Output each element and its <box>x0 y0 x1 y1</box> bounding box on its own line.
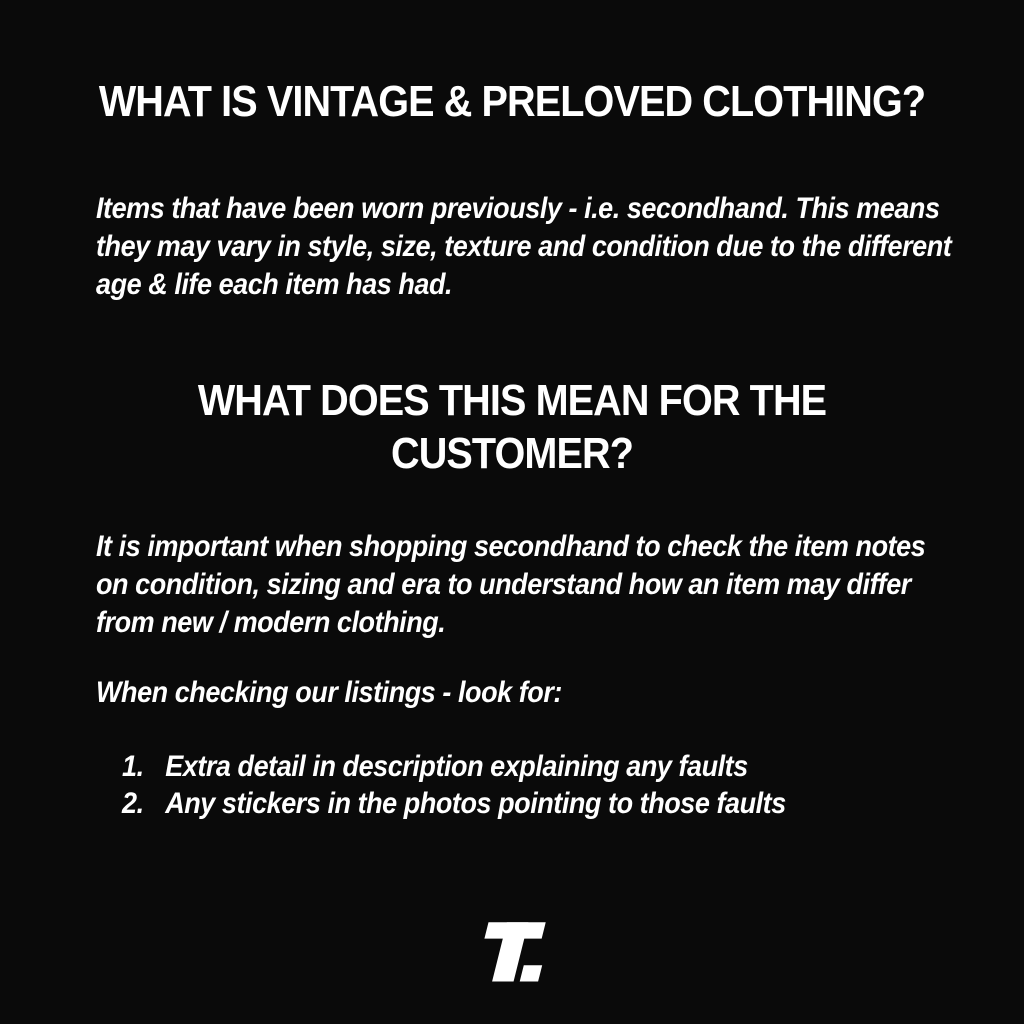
page-title: WHAT IS VINTAGE & PRELOVED CLOTHING? <box>98 77 926 126</box>
intro-paragraph: Items that have been worn previously - i.e. secondhand. This means they may vary in style, size, texture and condition due to the different age & life each item has had. <box>96 192 952 301</box>
checklist <box>122 748 950 822</box>
customer-paragraph: It is important when shopping secondhand to check the item notes on condition, sizing and era to understand how an item may differ from new / modern clothing. <box>96 530 926 639</box>
brand-logo-t-icon <box>466 920 558 992</box>
section-title <box>51 374 973 480</box>
checklist-item <box>122 748 950 785</box>
checklist-item-number: 2. <box>122 787 144 820</box>
checklist-item-number: 1. <box>122 750 144 783</box>
section-title-text: WHAT DOES THIS MEAN FOR THE CUSTOMER? <box>197 376 827 478</box>
checklist-item-text: Extra detail in description explaining any faults <box>165 750 748 783</box>
checklist-item <box>122 785 950 822</box>
brand-logo <box>0 920 1024 992</box>
listings-note: When checking our listings - look for: <box>96 676 562 709</box>
logo-period <box>520 965 542 981</box>
checklist-item-text: Any stickers in the photos pointing to those faults <box>165 787 786 820</box>
